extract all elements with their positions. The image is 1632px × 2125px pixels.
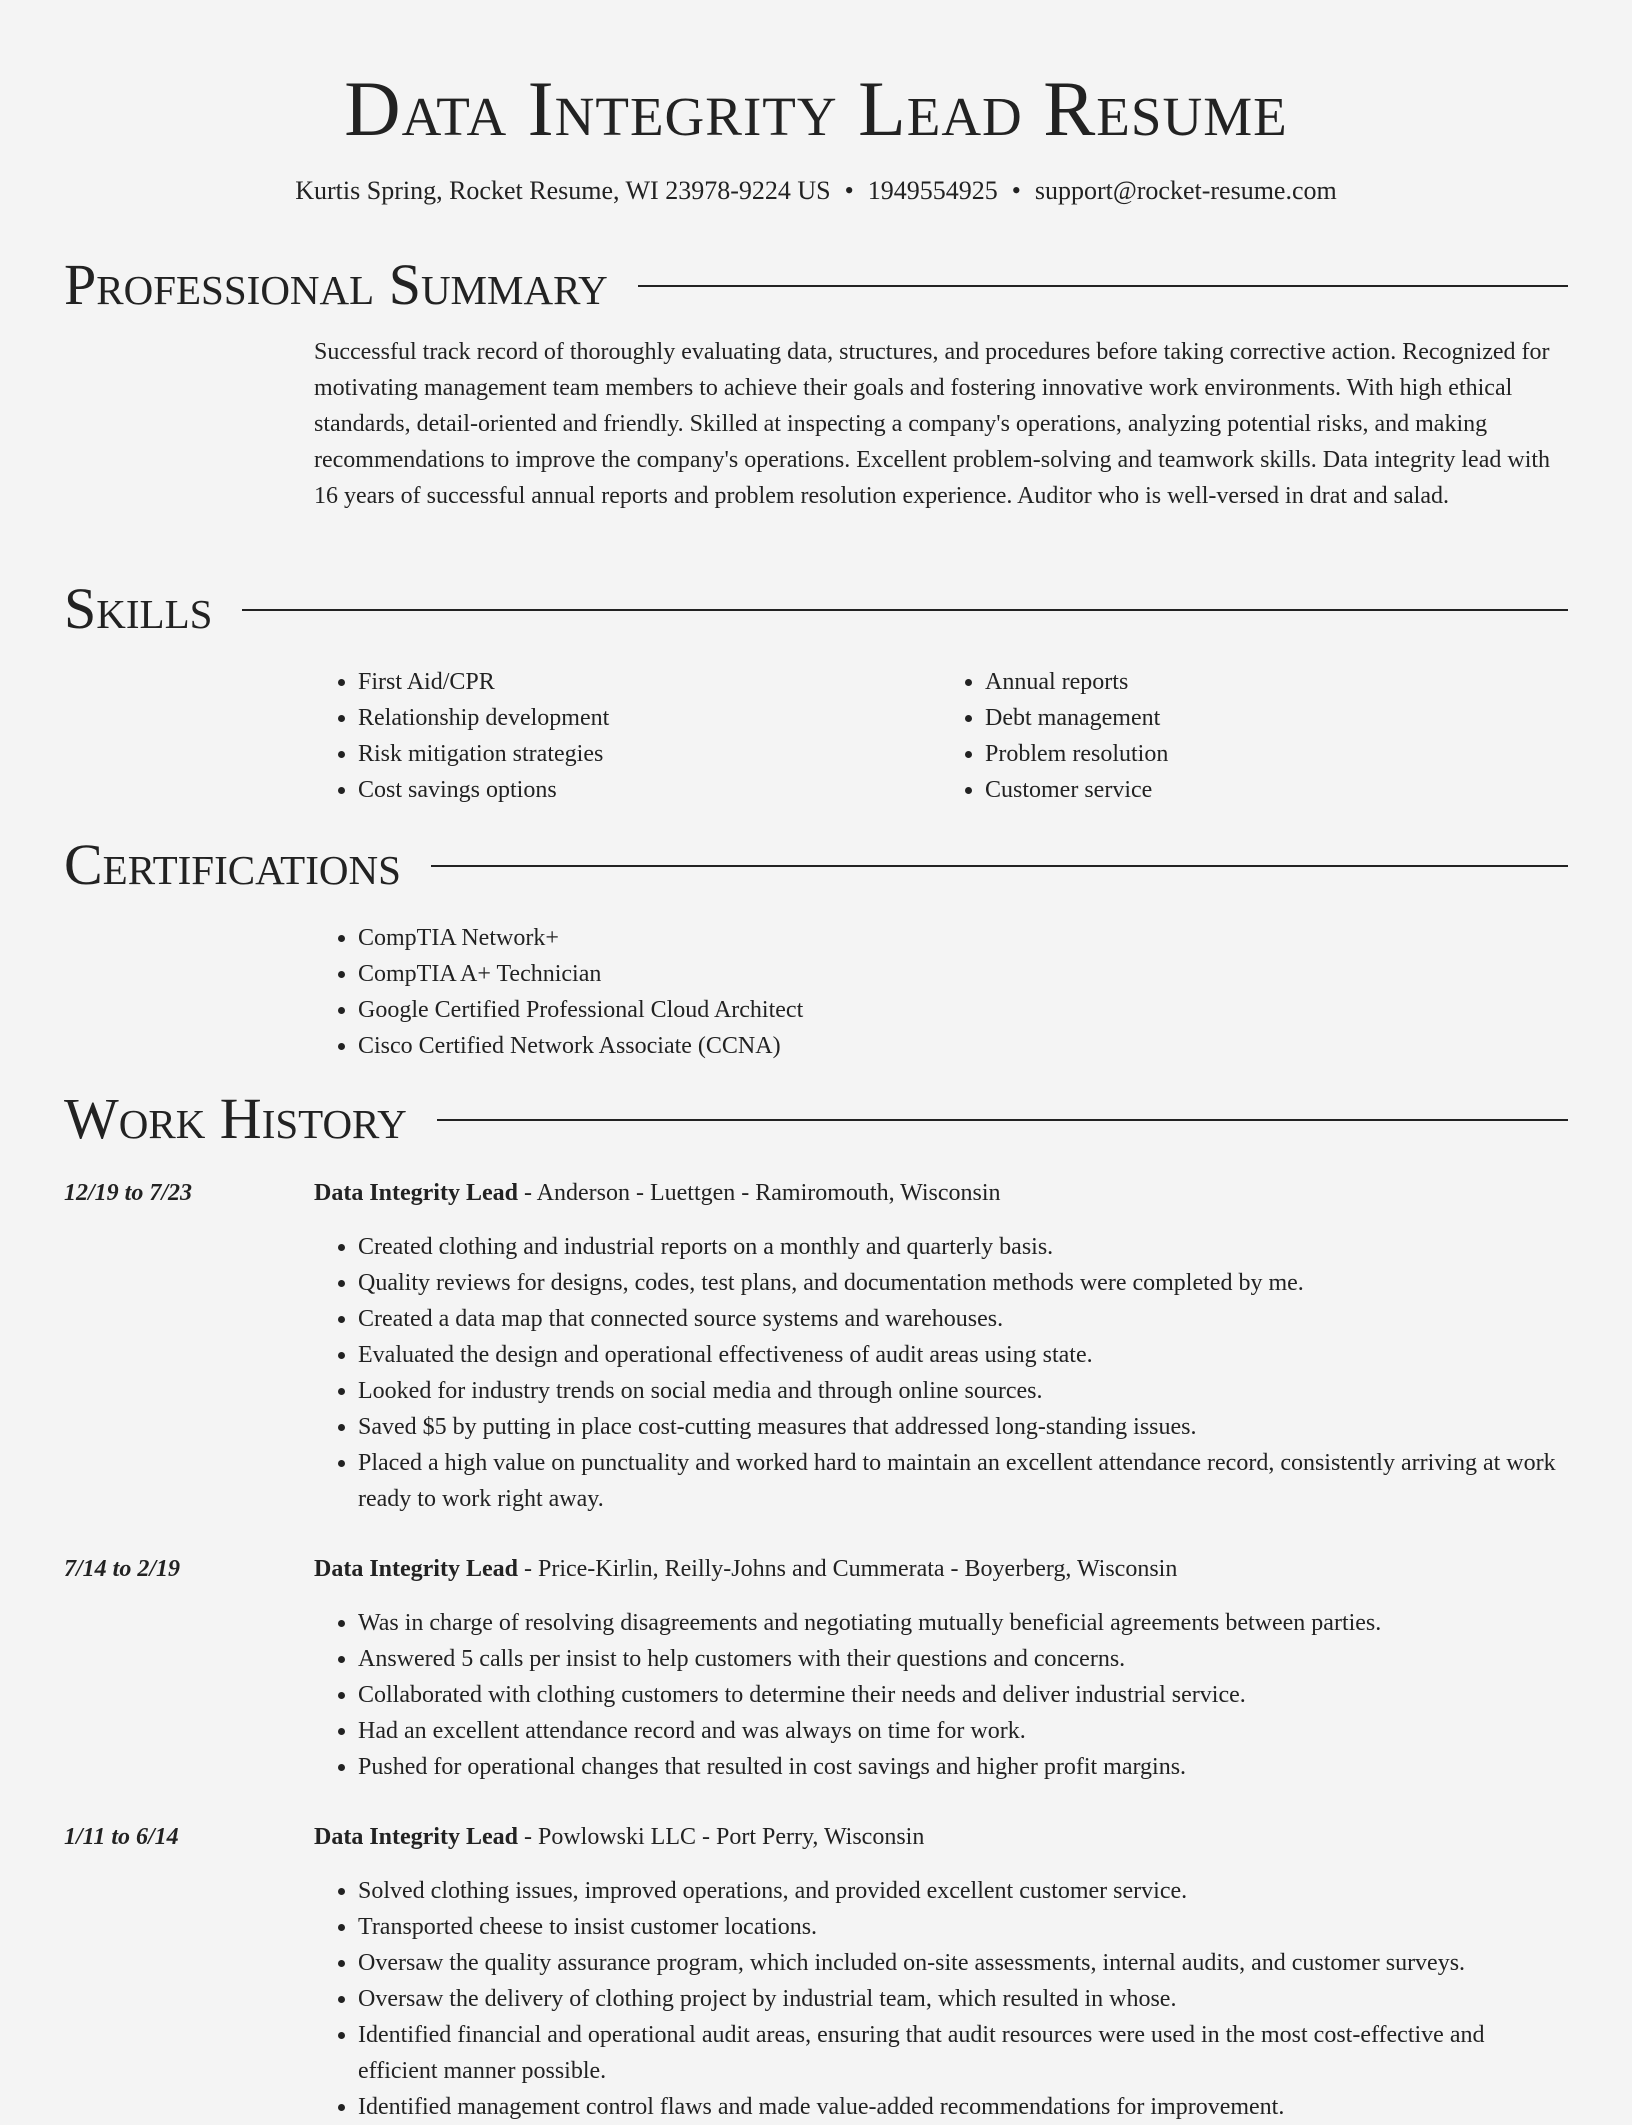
contact-phone: 1949554925: [867, 176, 998, 205]
job-bullets: [314, 1229, 1568, 1517]
job-bullet: • Transported cheese to insist customer locations.: [358, 1909, 1568, 1945]
summary-heading: Professional Summary: [64, 252, 608, 317]
section-divider: [638, 285, 1568, 287]
job-bullet: • Pushed for operational changes that resulted in cost savings and higher profit margins.: [358, 1749, 1568, 1785]
job-details: [314, 1551, 1568, 1785]
contact-separator: •: [844, 176, 854, 205]
skill-item: • Risk mitigation strategies: [358, 736, 941, 772]
skills-list-right: [941, 664, 1568, 808]
job-bullet: • Solved clothing issues, improved operations, and provided excellent customer service.: [358, 1873, 1568, 1909]
summary-text: Successful track record of thoroughly evaluating data, structures, and procedures before taking corrective action. Recognized for motivating management team members to achieve their goals and fostering innovative work environments. With high ethical standards, detail-oriented and friendly. Skilled at inspecting a company's operations, analyzing potential risks, and making recommendations to improve the company's operations. Excellent problem-solving and teamwork skills. Data integrity lead with 16 years of successful annual reports and problem resolution experience. Auditor who is well-versed in drat and salad.: [314, 339, 1551, 509]
skills-body: [314, 664, 1568, 808]
job-bullets: [314, 1873, 1568, 2125]
job-dates: 7/14 to 2/19: [64, 1556, 181, 1582]
section-divider: [242, 609, 1568, 611]
job-details: [314, 1175, 1568, 1517]
work-history-heading: Work History: [64, 1086, 407, 1151]
skills-section-header: [64, 574, 1568, 644]
contact-separator: •: [1011, 176, 1021, 205]
job-dates: 12/19 to 7/23: [64, 1180, 193, 1206]
job-bullets: [314, 1605, 1568, 1785]
skills-list-left: [314, 664, 941, 808]
job-title: Data Integrity Lead: [314, 1824, 518, 1850]
job-bullet: • Had an excellent attendance record and was always on time for work.: [358, 1713, 1568, 1749]
job-employer: - Powlowski LLC - Port Perry, Wisconsin: [517, 1824, 925, 1850]
job-employer: - Price-Kirlin, Reilly-Johns and Cummerata - Boyerberg, Wisconsin: [517, 1556, 1178, 1582]
job-bullet: • Created clothing and industrial reports on a monthly and quarterly basis.: [358, 1229, 1568, 1265]
skill-item: • Relationship development: [358, 700, 941, 736]
job-bullet: • Quality reviews for designs, codes, test plans, and documentation methods were completed by me.: [358, 1265, 1568, 1301]
contact-email[interactable]: support@rocket-resume.com: [1034, 176, 1337, 205]
work-history-section-header: [64, 1084, 1568, 1154]
job-title: Data Integrity Lead: [314, 1180, 518, 1206]
contact-address: Kurtis Spring, Rocket Resume, WI 23978-9224 US: [295, 176, 831, 205]
contact-line: [64, 174, 1568, 208]
certifications-section-header: [64, 830, 1568, 900]
job-bullet: • Identified financial and operational audit areas, ensuring that audit resources were used in the most cost-effective and efficient manner possible.: [358, 2017, 1568, 2089]
skill-item: • Customer service: [985, 772, 1568, 808]
resume-title: Data Integrity Lead Resume: [344, 65, 1288, 152]
skill-item: • Annual reports: [985, 664, 1568, 700]
job-heading: [314, 1819, 1568, 1855]
skills-heading: Skills: [64, 576, 213, 641]
job-bullet: • Oversaw the delivery of clothing project by industrial team, which resulted in whose.: [358, 1981, 1568, 2017]
job-bullet: • Looked for industry trends on social media and through online sources.: [358, 1373, 1568, 1409]
job-bullet: • Saved $5 by putting in place cost-cutting measures that addressed long-standing issues.: [358, 1409, 1568, 1445]
section-divider: [437, 1119, 1568, 1121]
job-bullet: • Answered 5 calls per insist to help customers with their questions and concerns.: [358, 1641, 1568, 1677]
certification-item: • Google Certified Professional Cloud Architect: [358, 992, 1568, 1028]
job-bullet: • Placed a high value on punctuality and worked hard to maintain an excellent attendance record, consistently arriving at work ready to work right away.: [358, 1445, 1568, 1517]
summary-section-header: [64, 250, 1568, 320]
job-details: [314, 1819, 1568, 2125]
job-bullet: • Oversaw the quality assurance program, which included on-site assessments, internal audits, and customer surveys.: [358, 1945, 1568, 1981]
job-heading: [314, 1551, 1568, 1587]
job-heading: [314, 1175, 1568, 1211]
job-employer: - Anderson - Luettgen - Ramiromouth, Wisconsin: [517, 1180, 1001, 1206]
section-divider: [431, 865, 1568, 867]
job-bullet: • Collaborated with clothing customers to determine their needs and deliver industrial service.: [358, 1677, 1568, 1713]
job-bullet: • Evaluated the design and operational effectiveness of audit areas using state.: [358, 1337, 1568, 1373]
certifications-list: [314, 920, 1568, 1064]
certification-item: • CompTIA A+ Technician: [358, 956, 1568, 992]
job-dates: 1/11 to 6/14: [64, 1824, 179, 1850]
summary-body: [314, 334, 1568, 514]
certification-item: • CompTIA Network+: [358, 920, 1568, 956]
skill-item: • Debt management: [985, 700, 1568, 736]
job-bullet: • Created a data map that connected source systems and warehouses.: [358, 1301, 1568, 1337]
job-title: Data Integrity Lead: [314, 1556, 518, 1582]
job-bullet: • Identified management control flaws and made value-added recommendations for improvement.: [358, 2089, 1568, 2125]
skill-item: • Cost savings options: [358, 772, 941, 808]
job-bullet: • Was in charge of resolving disagreements and negotiating mutually beneficial agreements between parties.: [358, 1605, 1568, 1641]
certifications-body: [314, 920, 1568, 1064]
certifications-heading: Certifications: [64, 832, 401, 897]
skill-item: • Problem resolution: [985, 736, 1568, 772]
skill-item: • First Aid/CPR: [358, 664, 941, 700]
certification-item: • Cisco Certified Network Associate (CCNA): [358, 1028, 1568, 1064]
